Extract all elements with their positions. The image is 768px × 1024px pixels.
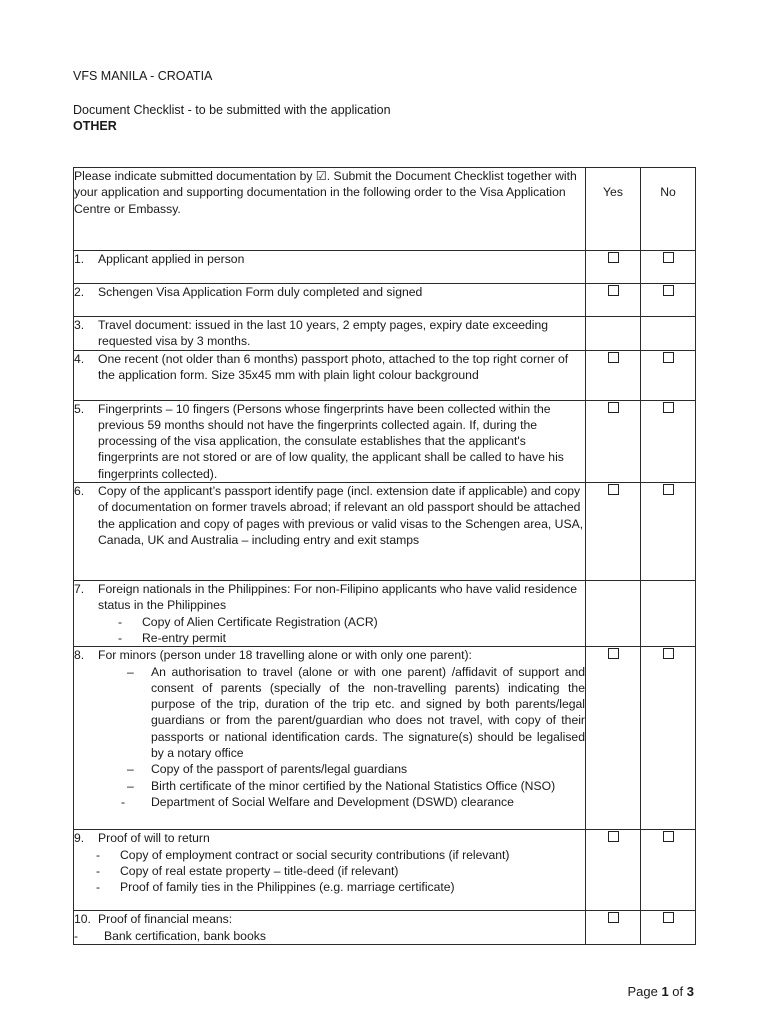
item-text: Fingerprints – 10 fingers (Persons whose fingerprints have been collected within the previous 59 months should not have the fingerprints collected again. If, during the processing of the visa application, the consulate establishes that the applicant's fingerprints are not stored or are of low quality, the applicant shall be called to have his fingerprints collected). (98, 401, 564, 481)
no-checkbox[interactable] (663, 648, 674, 659)
yes-checkbox[interactable] (608, 252, 619, 263)
sub-item: - Re-entry permit (118, 630, 226, 645)
no-checkbox[interactable] (663, 484, 674, 495)
table-row (74, 251, 696, 284)
item-text: Proof of financial means: (98, 912, 233, 927)
table-row (74, 581, 696, 647)
page-number: Page 1 of 3 (627, 984, 694, 999)
table-row (74, 911, 696, 945)
document-title: VFS MANILA - CROATIA (73, 69, 213, 83)
table-header-row (74, 168, 696, 251)
table-row (74, 647, 696, 830)
item-number: 9. (74, 831, 85, 846)
document-subtitle: Document Checklist - to be submitted with the application (73, 103, 391, 117)
no-checkbox[interactable] (663, 402, 674, 413)
sub-item: - Department of Social Welfare and Development (DSWD) clearance (121, 794, 514, 809)
no-checkbox[interactable] (663, 352, 674, 363)
column-header-yes: Yes (586, 168, 641, 251)
yes-checkbox[interactable] (608, 352, 619, 363)
sub-item: – An authorisation to travel (alone or with one parent) /affidavit of support and consent of parents (specially of the non-travelling parents) indicating the purpose of the trip, duration of the trip etc. and signed by both parents/legal guardians or from the parent/guardian who does not travel, with copy of their passports or national identification cards. The signature(s) should be legalised by a notary office (127, 664, 585, 761)
item-number: 10. (74, 912, 91, 927)
table-row (74, 400, 696, 482)
table-row (74, 483, 696, 581)
table-row (74, 830, 696, 911)
item-number: 5. (74, 401, 85, 416)
yes-checkbox[interactable] (608, 648, 619, 659)
yes-checkbox[interactable] (608, 912, 619, 923)
sub-item: - Bank certification, bank books (74, 928, 266, 943)
item-text: Copy of the applicant’s passport identify page (incl. extension date if applicable) and copy of documentation on former travels abroad; if relevant an old passport should be attached the application and copy of pages with previous or valid visas to the Schengen area, USA, Canada, UK and Australia – including entry and exit stamps (98, 484, 584, 547)
no-checkbox[interactable] (663, 831, 674, 842)
item-number: 7. (74, 582, 85, 597)
sub-item: - Proof of family ties in the Philippines (e.g. marriage certificate) (96, 880, 455, 895)
item-text: Applicant applied in person (98, 252, 245, 266)
item-number: 3. (74, 318, 85, 332)
no-checkbox[interactable] (663, 912, 674, 923)
no-checkbox[interactable] (663, 285, 674, 296)
yes-checkbox[interactable] (608, 285, 619, 296)
item-number: 1. (74, 252, 85, 266)
sub-item: – Copy of the passport of parents/legal guardians (127, 762, 408, 777)
item-text: One recent (not older than 6 months) passport photo, attached to the top right corner of the application form. Size 35x45 mm with plain light colour background (98, 351, 569, 382)
sub-item: – Birth certificate of the minor certified by the National Statistics Office (NSO) (127, 778, 556, 793)
checklist-instructions: Please indicate submitted documentation by ☑. Submit the Document Checklist together with your application and supporting documentation in the following order to the Visa Application Centre or Embassy. (74, 168, 586, 251)
item-text: For minors (person under 18 travelling alone or with only one parent): (98, 648, 472, 663)
sub-item: - Copy of real estate property – title-deed (if relevant) (96, 863, 399, 878)
checklist-table (73, 167, 696, 945)
item-number: 8. (74, 648, 85, 663)
yes-checkbox[interactable] (608, 831, 619, 842)
sub-item: - Copy of employment contract or social security contributions (if relevant) (96, 847, 510, 862)
sub-item: - Copy of Alien Certificate Registration (ACR) (118, 614, 378, 629)
item-number: 2. (74, 285, 85, 299)
document-category: OTHER (73, 119, 117, 133)
no-checkbox[interactable] (663, 252, 674, 263)
table-row (74, 350, 696, 400)
yes-checkbox[interactable] (608, 402, 619, 413)
item-number: 6. (74, 484, 85, 499)
item-number: 4. (74, 351, 85, 366)
table-row (74, 317, 696, 351)
item-text: Schengen Visa Application Form duly completed and signed (98, 285, 423, 299)
item-text: Foreign nationals in the Philippines: For non-Filipino applicants who have valid residence status in the Philippines (98, 582, 577, 613)
item-text: Travel document: issued in the last 10 years, 2 empty pages, expiry date exceeding requested visa by 3 months. (98, 318, 549, 349)
yes-checkbox[interactable] (608, 484, 619, 495)
column-header-no: No (641, 168, 696, 251)
table-row (74, 284, 696, 317)
item-text: Proof of will to return (98, 831, 210, 846)
